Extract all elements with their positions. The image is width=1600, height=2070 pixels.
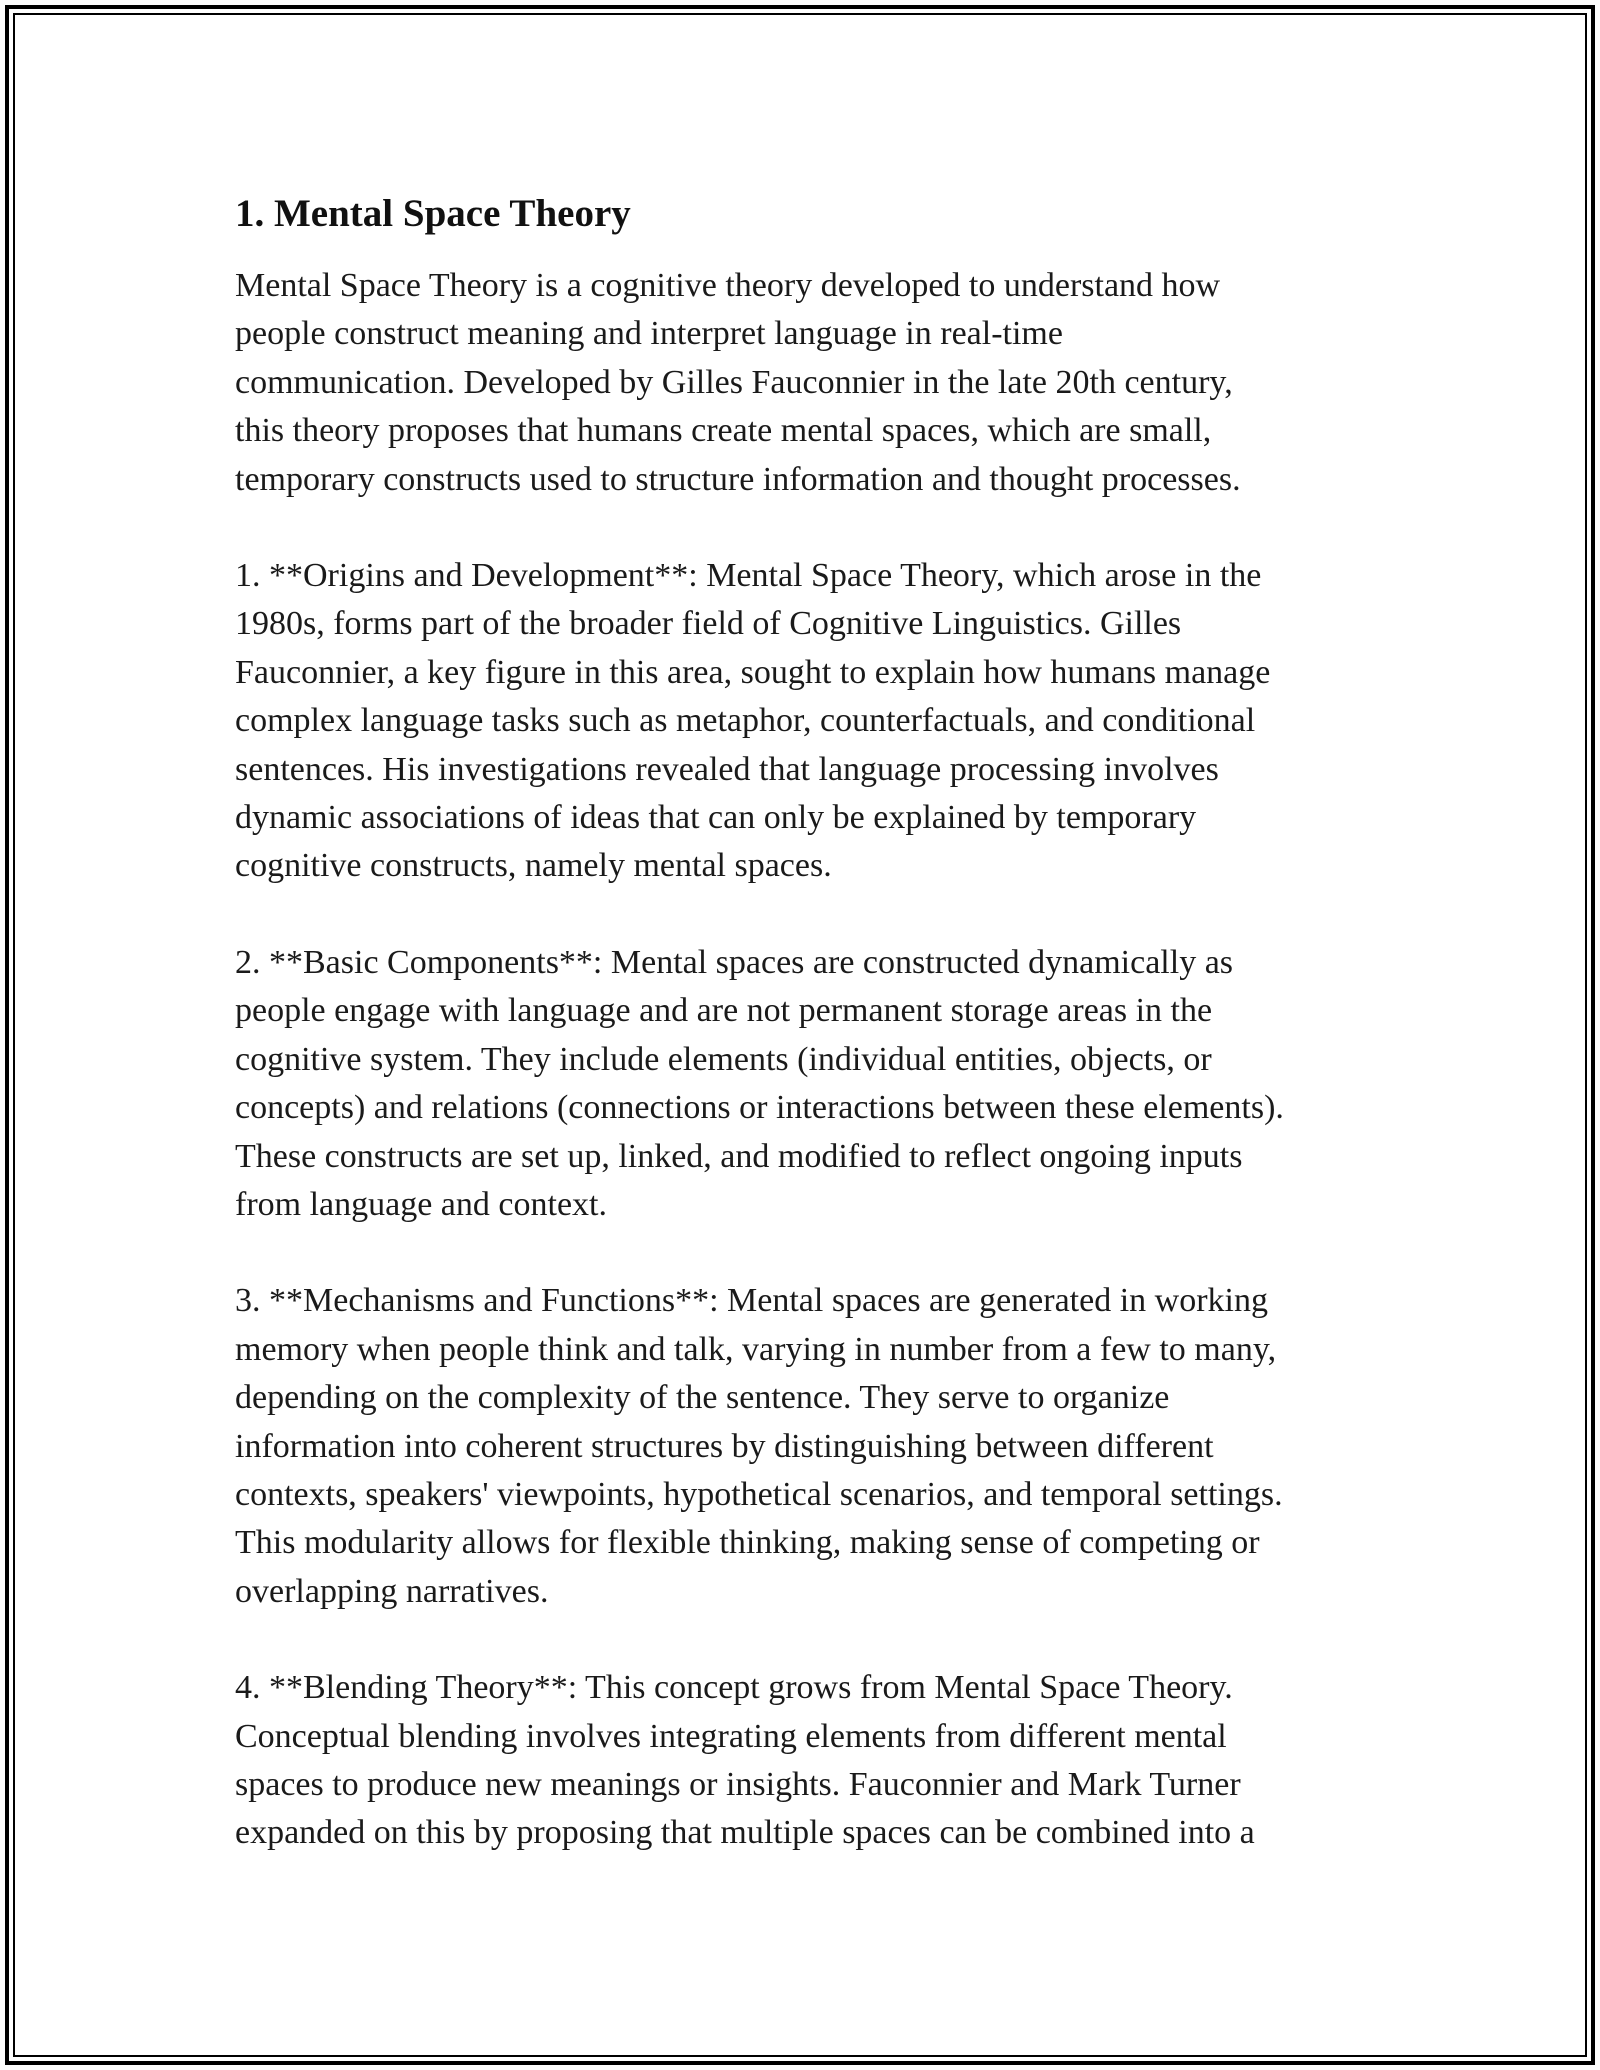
text-line: information into coherent structures by distinguishing between different	[235, 1427, 1214, 1465]
text-line: Fauconnier, a key figure in this area, sought to explain how humans manage	[235, 653, 1271, 691]
text-line: this theory proposes that humans create mental spaces, which are small,	[235, 412, 1212, 450]
text-line: concepts) and relations (connections or interactions between these elements).	[235, 1089, 1284, 1127]
text-line: temporary constructs used to structure information and thought processes.	[235, 460, 1241, 498]
text-line: 3. **Mechanisms and Functions**: Mental spaces are generated in working	[235, 1282, 1268, 1320]
intro-paragraph	[235, 262, 1385, 504]
text-line: Conceptual blending involves integrating elements from different mental	[235, 1717, 1227, 1755]
text-line: 4. **Blending Theory**: This concept grows from Mental Space Theory.	[235, 1669, 1233, 1707]
text-line: cognitive constructs, namely mental spaces.	[235, 847, 832, 885]
text-line: communication. Developed by Gilles Fauconnier in the late 20th century,	[235, 363, 1233, 401]
text-line: 2. **Basic Components**: Mental spaces are constructed dynamically as	[235, 943, 1234, 981]
text-line: dynamic associations of ideas that can only be explained by temporary	[235, 799, 1197, 837]
blending-theory-paragraph	[235, 1664, 1385, 1858]
text-line: 1. **Origins and Development**: Mental Space Theory, which arose in the	[235, 557, 1262, 595]
text-line: people engage with language and are not permanent storage areas in the	[235, 992, 1213, 1030]
text-line: memory when people think and talk, varying in number from a few to many,	[235, 1330, 1277, 1368]
mechanisms-paragraph	[235, 1277, 1385, 1616]
text-line: depending on the complexity of the sentence. They serve to organize	[235, 1379, 1170, 1417]
text-line: These constructs are set up, linked, and modified to reflect ongoing inputs	[235, 1137, 1243, 1175]
text-line: Mental Space Theory is a cognitive theory developed to understand how	[235, 267, 1221, 304]
text-line: cognitive system. They include elements (individual entities, objects, or	[235, 1040, 1212, 1078]
text-line: from language and context.	[235, 1185, 607, 1223]
basic-components-paragraph	[235, 939, 1385, 1229]
text-line: This modularity allows for flexible thinking, making sense of competing or	[235, 1524, 1260, 1562]
text-line: spaces to produce new meanings or insights. Fauconnier and Mark Turner	[235, 1765, 1241, 1803]
text-line: sentences. His investigations revealed that language processing involves	[235, 750, 1219, 788]
text-line: complex language tasks such as metaphor, counterfactuals, and conditional	[235, 702, 1256, 740]
text-line: people construct meaning and interpret language in real-time	[235, 315, 1063, 353]
origins-paragraph	[235, 552, 1385, 891]
text-line: expanded on this by proposing that multiple spaces can be combined into a	[235, 1814, 1255, 1852]
text-line: contexts, speakers' viewpoints, hypothetical scenarios, and temporal settings.	[235, 1475, 1283, 1513]
section-title: 1. Mental Space Theory	[235, 192, 631, 235]
document-body	[235, 186, 1385, 1906]
text-line: 1980s, forms part of the broader field of Cognitive Linguistics. Gilles	[235, 605, 1182, 643]
text-line: overlapping narratives.	[235, 1572, 549, 1610]
